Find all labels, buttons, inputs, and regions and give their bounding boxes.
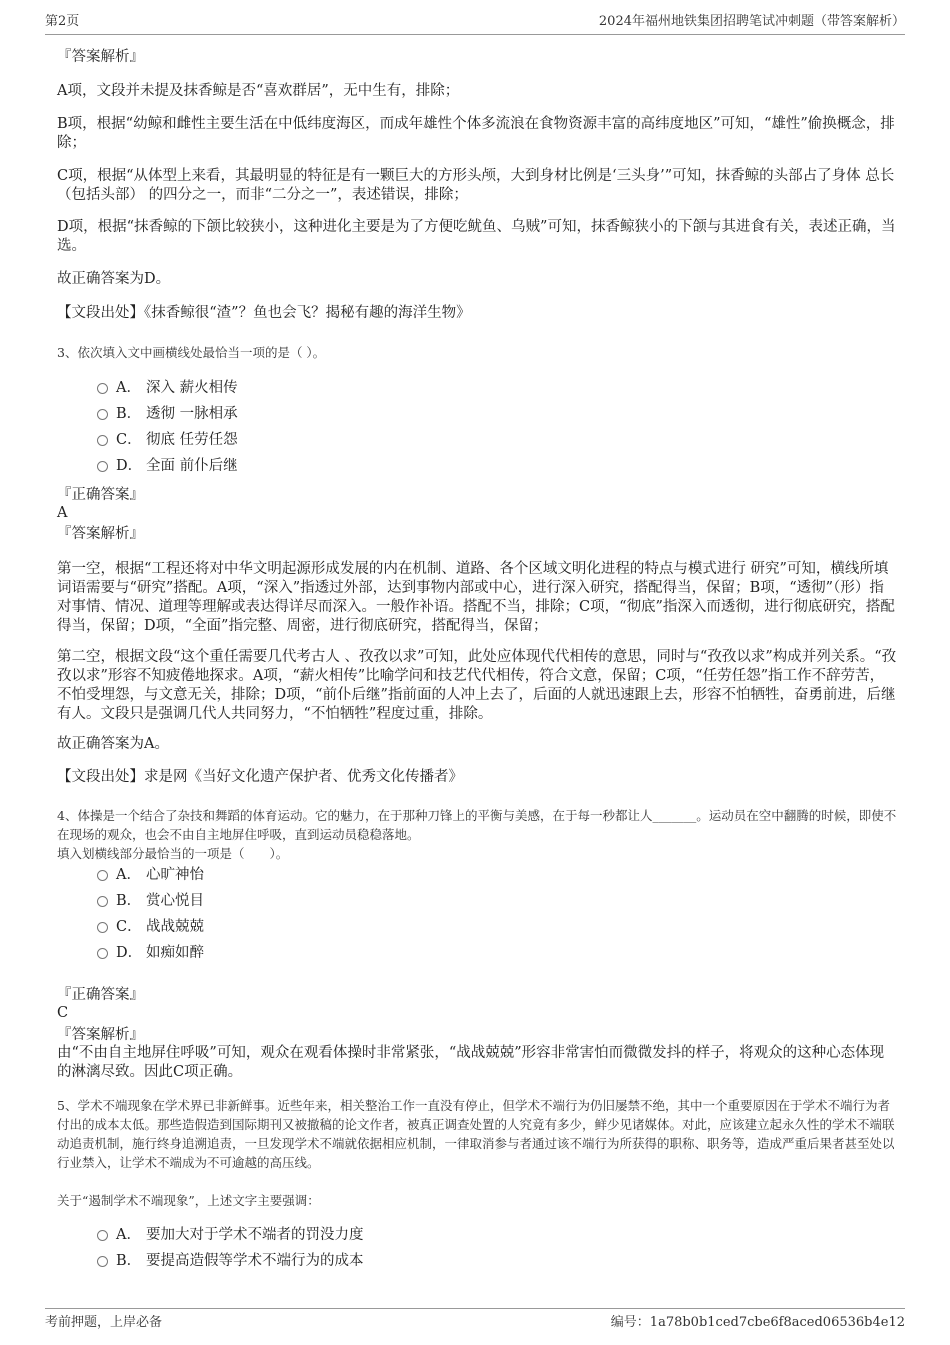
q4-stem: 4、体操是一个结合了杂技和舞蹈的体育运动。它的魅力，在于那种刀锋上的平衡与美感，在于每一秒都让人_______。运动员在空中翻腾的时候，即使不在现场的观众，也会不由自主地屏住呼吸，直到运动员稳稳落地。: [57, 808, 897, 842]
radio-icon[interactable]: [97, 922, 108, 933]
code-label: 编号：: [610, 1315, 650, 1330]
q4-correct-label: 『正确答案』: [57, 987, 144, 1003]
q3-stem: 3、依次填入文中画横线处最恰当一项的是（ ）。: [57, 345, 326, 360]
page-number: 第2页: [45, 14, 80, 29]
q4-option-b[interactable]: B． 赏心悦目: [97, 891, 204, 911]
radio-icon[interactable]: [97, 435, 108, 446]
document-code: [611, 1311, 905, 1335]
q2-analysis-c: C项，根据“从体型上来看，其最明显的特征是有一颗巨大的方形头颅，大到身材比例是‘三头身’”可知，抹香鲸的头部占了身体 总长（包括头部） 的四分之一，而非“二分之一”，表述错误，排除；: [57, 168, 895, 203]
q4-correct-answer: C: [57, 1005, 69, 1021]
q2-analysis-a: A项，文段并未提及抹香鲸是否“喜欢群居”，无中生有，排除；: [57, 83, 460, 99]
q3-option-b[interactable]: B． 透彻 一脉相承: [97, 404, 238, 424]
radio-icon[interactable]: [97, 870, 108, 881]
q4-stem-instruction: 填入划横线部分最恰当的一项是（ ）。: [57, 846, 289, 861]
radio-icon[interactable]: [97, 948, 108, 959]
q3-option-d[interactable]: D． 全面 前仆后继: [97, 456, 238, 476]
radio-icon[interactable]: [97, 1256, 108, 1267]
q4-analysis-label: 『答案解析』: [57, 1027, 144, 1043]
q3-correct-answer: A: [57, 505, 68, 521]
radio-icon[interactable]: [97, 409, 108, 420]
footer-slogan: 考前押题，上岸必备: [45, 1315, 163, 1330]
q5-option-a[interactable]: A． 要加大对于学术不端者的罚没力度: [97, 1225, 364, 1245]
radio-icon[interactable]: [97, 383, 108, 394]
q2-analysis-d: D项，根据“抹香鲸的下颌比较狭小，这种进化主要是为了方便吃鱿鱼、乌贼”可知，抹香鲸狭小的下颌与其进食有关，表述正确，当选。: [57, 219, 896, 254]
q3-correct-label: 『正确答案』: [57, 487, 144, 503]
q3-conclusion: 故正确答案为A。: [57, 736, 169, 752]
q3-analysis-label: 『答案解析』: [57, 526, 144, 542]
page-footer: [45, 1308, 905, 1331]
q5-stem: 5、学术不端现象在学术界已非新鲜事。近些年来，相关整治工作一直没有停止，但学术不端行为仍旧屡禁不绝，其中一个重要原因在于学术不端行为者付出的成本太低。那些造假造到国际期刊又被撤稿的论文作者，被真正调查处置的人究竟有多少，鲜少见诸媒体。对此，应该建立起永久性的学术不端联动追责机制，施行终身追溯追责，一旦发现学术不端就依据相应机制，一律取消参与者通过该不端行为所获得的职称、职务等，造成严重后果者甚至处以行业禁入，让学术不端成为不可逾越的高压线。: [57, 1098, 895, 1170]
q3-option-a[interactable]: A． 深入 薪火相传: [97, 378, 238, 398]
q3-source: 【文段出处】求是网《当好文化遗产保护者、优秀文化传播者》: [57, 769, 463, 785]
q4-option-d[interactable]: D． 如痴如醉: [97, 943, 204, 963]
q2-analysis-label: 『答案解析』: [57, 49, 144, 65]
q3-analysis-para2: 第二空，根据文段“这个重任需要几代考古人 、孜孜以求”可知，此处应体现代代相传的意思，同时与“孜孜以求”构成并列关系。“孜孜以求”形容不知疲倦地探求。A项，“薪火相传”比喻学问和技艺代代相传，符合文意，保留；C项，“任劳任怨”指工作不辞劳苦，不怕受埋怨，与文意无关，排除；D项，“前仆后继”指前面的人冲上去了，后面的人就迅速跟上去，形容不怕牺牲，奋勇前进，后继有人。文段只是强调几代人共同努力，“不怕牺牲”程度过重，排除。: [57, 649, 897, 722]
radio-icon[interactable]: [97, 1230, 108, 1241]
q5-option-b[interactable]: B． 要提高造假等学术不端行为的成本: [97, 1251, 364, 1271]
code-value: 1a78b0b1ced7cbe6f8aced06536b4e12: [649, 1315, 905, 1330]
q3-analysis-para1: 第一空，根据“工程还将对中华文明起源形成发展的内在机制、道路、各个区域文明化进程的特点与模式进行 研究”可知，横线所填词语需要与“研究”搭配。A项，“深入”指透过外部，达到事物内部或中心，进行深入研究，搭配得当，保留；B项，“透彻”（形）指对事情、情况、道理等理解或表达得详尽而深入。一般作补语。搭配不当，排除；C项，“彻底”指深入而透彻，进行彻底研究，搭配得当，保留；D项，“全面”指完整、周密，进行彻底研究，搭配得当，保留；: [57, 561, 895, 634]
page-header: [45, 12, 905, 35]
radio-icon[interactable]: [97, 461, 108, 472]
q4-option-c[interactable]: C． 战战兢兢: [97, 917, 204, 937]
q4-analysis: 由“不由自主地屏住呼吸”可知，观众在观看体操时非常紧张，“战战兢兢”形容非常害怕而微微发抖的样子，将观众的这种心态体现的淋漓尽致。因此C项正确。: [57, 1045, 885, 1080]
q2-conclusion: 故正确答案为D。: [57, 271, 171, 287]
q2-analysis-b: B项，根据“幼鲸和雌性主要生活在中低纬度海区，而成年雄性个体多流浪在食物资源丰富的高纬度地区”可知，“雄性”偷换概念，排除；: [57, 116, 895, 151]
q3-option-c[interactable]: C． 彻底 任劳任怨: [97, 430, 238, 450]
q5-stem-instruction: 关于“遏制学术不端现象”，上述文字主要强调：: [57, 1193, 320, 1208]
q4-option-a[interactable]: A． 心旷神怡: [97, 865, 204, 885]
document-title: 2024年福州地铁集团招聘笔试冲刺题（带答案解析）: [598, 14, 905, 29]
radio-icon[interactable]: [97, 896, 108, 907]
q2-source: 【文段出处】《抹香鲸很“渣”？鱼也会飞？揭秘有趣的海洋生物》: [57, 305, 471, 321]
